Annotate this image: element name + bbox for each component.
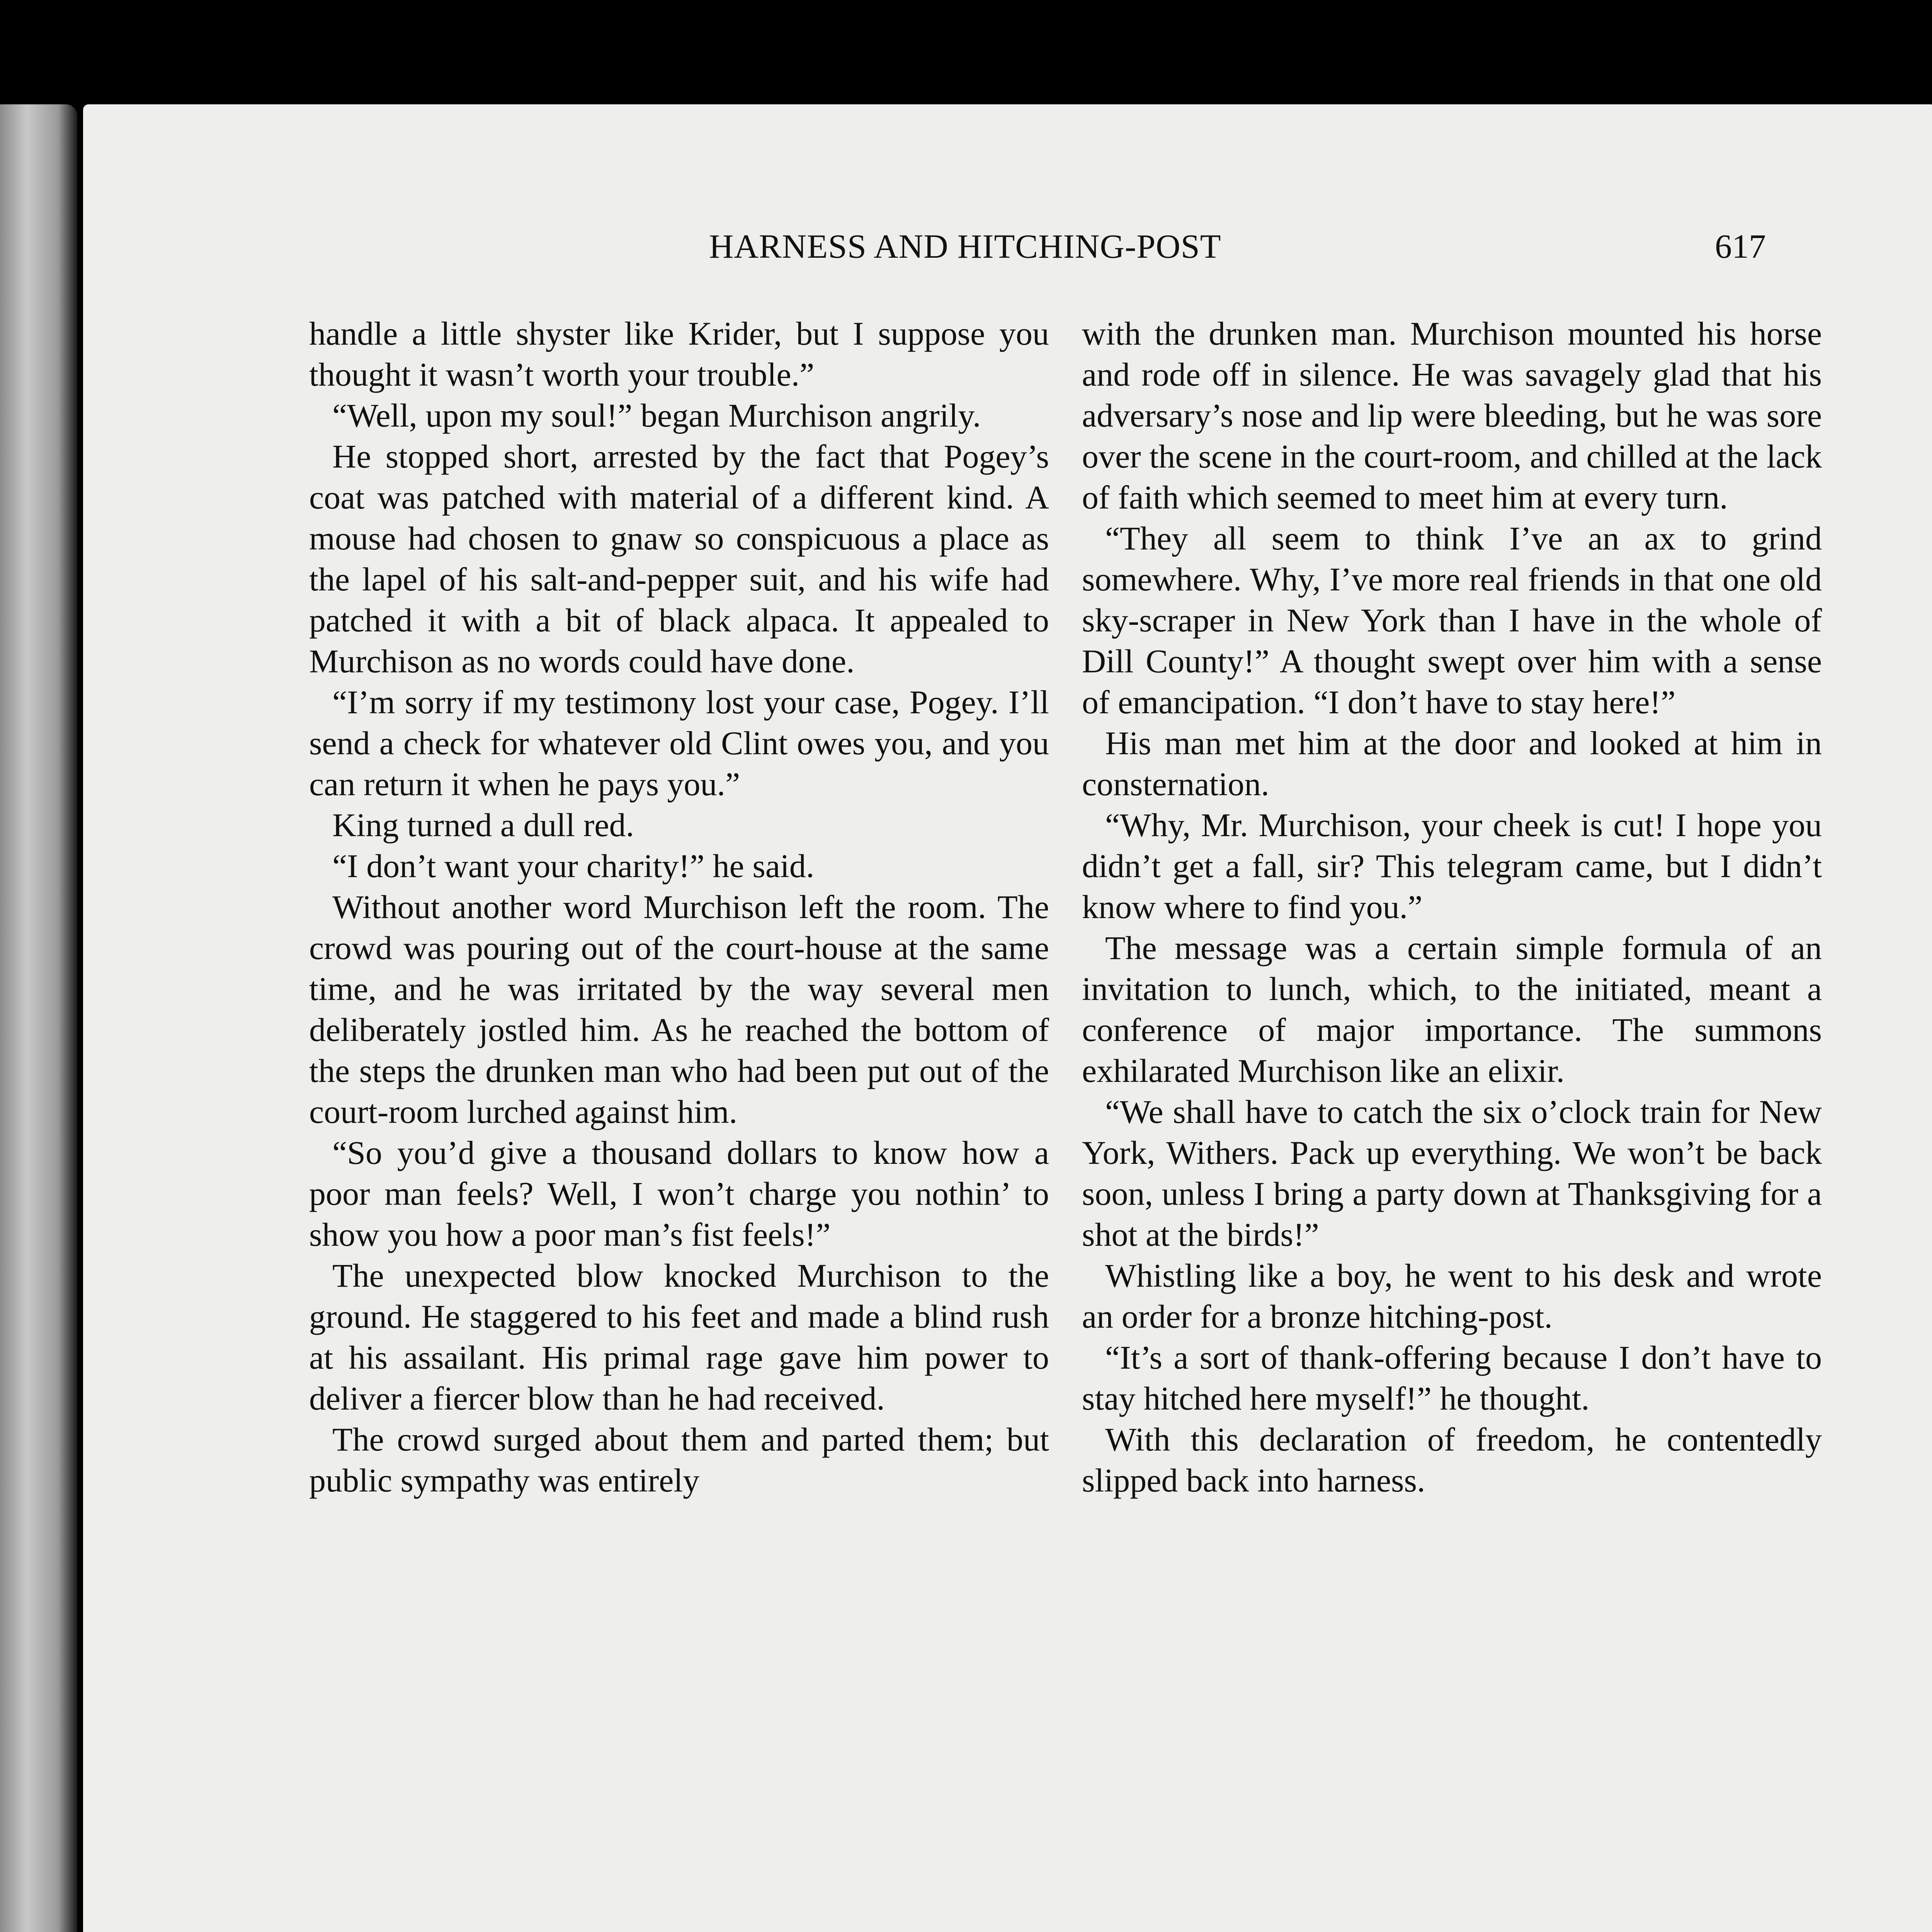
page-number: 617 — [1715, 228, 1766, 265]
book-page — [83, 104, 1932, 1932]
paragraph: “I don’t want your charity!” he said. — [332, 847, 815, 884]
right-text-column — [1082, 313, 1822, 1501]
paragraph: The crowd surged about them and parted them; but public sympathy was entirely — [309, 1421, 1049, 1499]
paragraph: “Well, upon my soul!” began Murchison angrily. — [332, 397, 981, 434]
paragraph: “I’m sorry if my testimony lost your case, Pogey. I’ll send a check for whatever old Clint owes you, and you can return it when he pays you.” — [309, 684, 1049, 803]
paragraph: “So you’d give a thousand dollars to know how a poor man feels? Well, I won’t charge you nothin’ to show you how a poor man’s fist feels!” — [309, 1134, 1049, 1253]
paragraph: “They all seem to think I’ve an ax to grind somewhere. Why, I’ve more real friends in that one old sky-scraper in New York than I have in the whole of Dill County!” A thought swept over him with a sense of emancipation. “I don’t have to stay here!” — [1082, 520, 1822, 721]
paragraph: “Why, Mr. Murchison, your cheek is cut! I hope you didn’t get a fall, sir? This telegram came, but I didn’t know where to find you.” — [1082, 806, 1822, 925]
paragraph: “We shall have to catch the six o’clock train for New York, Withers. Pack up everything. We won’t be back soon, unless I bring a party down at Thanksgiving for a shot at the birds!” — [1082, 1093, 1822, 1253]
paragraph: Whistling like a boy, he went to his desk and wrote an order for a bronze hitching-post. — [1082, 1257, 1822, 1335]
adjacent-page-edge — [0, 104, 77, 1932]
paragraph: The unexpected blow knocked Murchison to the ground. He staggered to his feet and made a blind rush at his assailant. His primal rage gave him power to deliver a fiercer blow than he had received. — [309, 1257, 1049, 1417]
paragraph: With this declaration of freedom, he contentedly slipped back into harness. — [1082, 1421, 1822, 1499]
paragraph: King turned a dull red. — [332, 806, 634, 844]
paragraph: His man met him at the door and looked at him in consternation. — [1082, 724, 1822, 803]
left-text-column — [309, 313, 1049, 1501]
running-title: HARNESS AND HITCHING-POST — [709, 228, 1221, 265]
paragraph: “It’s a sort of thank-offering because I don’t have to stay hitched here myself!” he thought. — [1082, 1339, 1822, 1417]
paragraph: handle a little shyster like Krider, but I suppose you thought it wasn’t worth your trouble.” — [309, 315, 1049, 393]
paragraph: with the drunken man. Murchison mounted his horse and rode off in silence. He was savagely glad that his adversary’s nose and lip were bleeding, but he was sore over the scene in the court-room, and chilled at the lack of faith which seemed to meet him at every turn. — [1082, 315, 1822, 516]
paragraph: He stopped short, arrested by the fact that Pogey’s coat was patched with material of a different kind. A mouse had chosen to gnaw so conspicuous a place as the lapel of his salt-and-pepper suit, and his wife had patched it with a bit of black alpaca. It appealed to Murchison as no words could have done. — [309, 438, 1049, 680]
paragraph: The message was a certain simple formula of an invitation to lunch, which, to the initiated, meant a conference of major importance. The summons exhilarated Murchison like an elixir. — [1082, 929, 1822, 1089]
paragraph: Without another word Murchison left the room. The crowd was pouring out of the court-house at the same time, and he was irritated by the way several men deliberately jostled him. As he reached the bottom of the steps the drunken man who had been put out of the court-room lurched against him. — [309, 888, 1049, 1130]
